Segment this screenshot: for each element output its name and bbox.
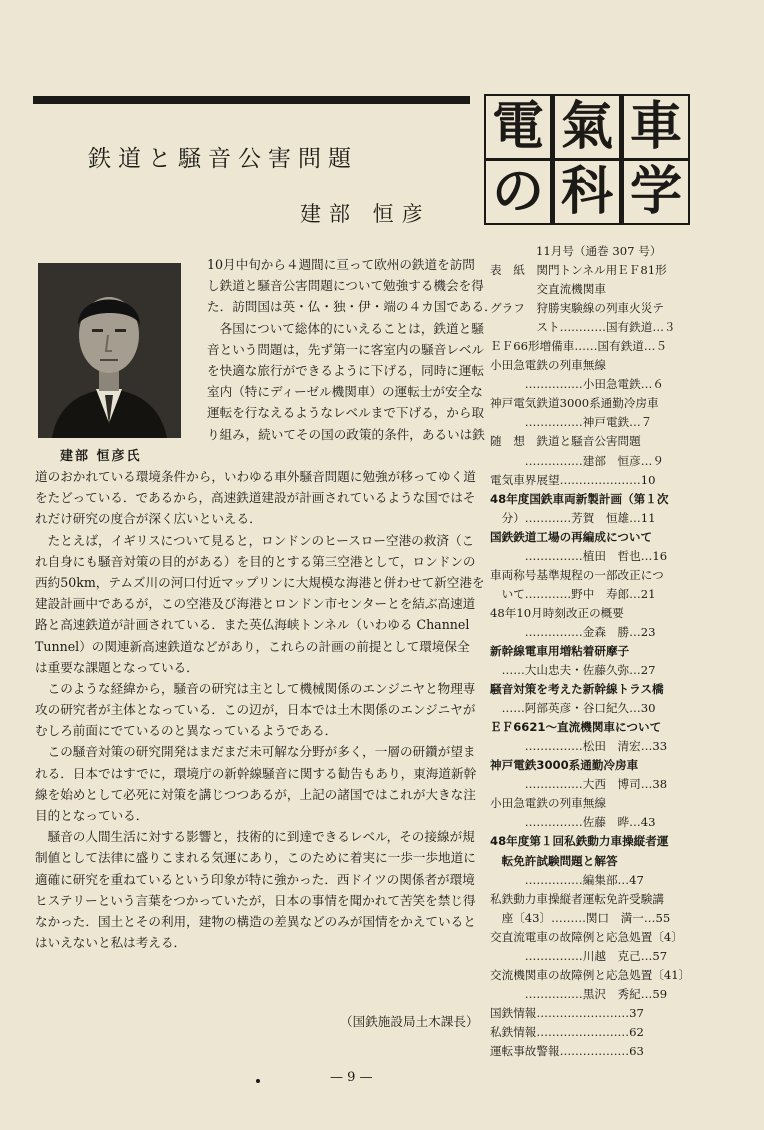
toc-entry[interactable]: 随 想 鉄道と騒音公害問題 — [490, 434, 641, 449]
body-line: はいえないと私は考える． — [35, 935, 187, 951]
toc-entry[interactable]: 座〔43〕………関口 満一…55 — [490, 910, 671, 925]
magazine-masthead — [484, 94, 690, 225]
toc-entry[interactable]: ……………川越 克己…57 — [490, 948, 668, 963]
body-line: を快適な旅行ができるように下げる，同時に運転 — [207, 362, 485, 378]
toc-issue: 11月号（通巻 307 号） — [536, 244, 662, 258]
toc-entry[interactable]: ……………建部 恒彦…９ — [490, 453, 664, 468]
body-line: このような経緯から，騒音の研究は主として機械関係のエンジニヤと物理専 — [35, 680, 476, 696]
toc-entry[interactable]: ……………松田 清宏…33 — [490, 739, 668, 754]
author-affiliation: （国鉄施設局土木課長） — [340, 1014, 479, 1029]
toc-entry[interactable]: ……大山忠夫・佐藤久弥…27 — [490, 663, 656, 678]
body-line: れる．日本ではすでに，環境庁の新幹線騒音に関する勧告もあり，東海道新幹 — [35, 765, 477, 781]
toc-entry[interactable]: 国鉄情報……………………37 — [490, 1005, 644, 1020]
toc-entry[interactable]: 小田急電鉄の列車無線 — [490, 796, 606, 811]
toc-entry[interactable]: スト…………国有鉄道…３ — [490, 320, 676, 335]
body-line: れ自身にも騒音対策の目的がある）を目的とする第三空港として，ロンドンの — [35, 553, 476, 569]
body-line: むしろ前面にでているのと異なっているようである． — [35, 723, 338, 739]
toc-entry[interactable]: ……………佐藤 晔…43 — [490, 815, 656, 830]
toc-entry[interactable]: 48年度国鉄車両新製計画（第１次 — [490, 491, 669, 506]
body-line: は重要な課題となっている． — [35, 659, 199, 675]
masthead-char: 科 — [555, 161, 619, 223]
body-line: 線を始めとして必死に対策を講じつつあるが，上記の諸国ではこれが大きな注 — [35, 786, 476, 802]
toc-entry[interactable]: ……………大西 博司…38 — [490, 777, 668, 792]
toc-entry[interactable]: ……………編集部…47 — [490, 872, 644, 887]
body-line: 建設計画中であるが，この空港及び海港とロンドン市センターとを結ぶ高速道 — [35, 596, 476, 612]
toc-entry[interactable]: 私鉄情報……………………62 — [490, 1024, 644, 1039]
toc-entry[interactable]: いて…………野中 寿郎…21 — [490, 586, 656, 601]
body-line: なかった．国土とその利用，建物の構造の差異などのみが国情をかえていると — [35, 913, 476, 929]
body-line: をたどっている．であるから，高速鉄道建設が計画されているような国ではそ — [35, 490, 476, 506]
body-line: 西約50km，テムズ川の河口付近マップリンに大規模な海港と併わせて新空港を — [35, 574, 485, 590]
toc-entry[interactable]: ……………神戸電鉄…７ — [490, 415, 653, 430]
toc-entry[interactable]: ＥＦ66形増備車……国有鉄道…５ — [490, 339, 668, 354]
toc-entry[interactable]: 48年10月時刻改正の概要 — [490, 605, 624, 620]
masthead-char: 氣 — [555, 96, 619, 158]
toc-entry[interactable]: 新幹線電車用増粘着研摩子 — [490, 643, 630, 658]
toc-entry[interactable]: 車両称号基準規程の一部改正につ — [490, 567, 664, 582]
toc-entry[interactable]: 交直流機関車 — [490, 282, 606, 297]
toc-entry[interactable]: 騒音対策を考えた新幹線トラス橋 — [490, 682, 664, 697]
body-line: 音という問題は，先ず第一に客室内の騒音レベル — [207, 341, 485, 357]
body-line: たとえば，イギリスについて見ると，ロンドンのヒースロー空港の救済（こ — [35, 532, 475, 548]
body-line: Tunnel）の関連新高速鉄道などがあり，これらの計画の前提として環境保全 — [35, 638, 470, 654]
toc-entry[interactable]: ……阿部英彦・谷口紀久…30 — [490, 701, 656, 716]
body-line: 制値として法律に盛りこまれる気運にあり，このために着実に一歩一歩地道に — [35, 850, 476, 866]
toc-list — [490, 261, 720, 1061]
page-mark — [256, 1079, 260, 1083]
body-line: ヒステリーという言葉をつかっていたが，日本の事情を聞かれて苦笑を禁じ得 — [35, 892, 476, 908]
toc-entry[interactable]: 交直流電車の故障例と応急処置〔4〕 — [490, 929, 683, 944]
body-line: この騒音対策の研究開発はまだまだ未可解な分野が多く，一層の研鑽が望ま — [35, 744, 476, 760]
toc-entry[interactable]: 電気車界展望…………………10 — [490, 472, 656, 487]
toc-entry[interactable]: 転免許試験問題と解答 — [490, 853, 618, 868]
toc-entry[interactable]: 小田急電鉄の列車無線 — [490, 358, 606, 373]
body-line: 道のおかれている環境条件から，いわゆる車外騒音問題に勉強が移ってゆく道 — [35, 469, 476, 484]
body-line: 攻の研究者が主体となっている．この辺が，日本では土木関係のエンジニヤが — [35, 702, 476, 718]
toc-entry[interactable]: ……………金森 勝…23 — [490, 624, 656, 639]
toc-entry[interactable]: ……………黒沢 秀紀…59 — [490, 986, 668, 1001]
article-author: 建部 恒彦 — [300, 202, 431, 226]
body-line: 各国について総体的にいえることは，鉄道と騒 — [207, 320, 484, 336]
body-line: 騒音の人間生活に対する影響と，技術的に到達できるレベル，その接線が規 — [35, 829, 475, 845]
table-of-contents — [490, 242, 720, 1061]
toc-entry[interactable]: 神戸電鉄3000系通勤冷房車 — [490, 758, 639, 773]
article-body-lower — [35, 466, 485, 953]
toc-entry[interactable]: 48年度第１回私鉄動力車操縦者運 — [490, 834, 669, 849]
toc-entry[interactable]: 表 紙 関門トンネル用ＥＦ81形 — [490, 263, 667, 278]
masthead-char: の — [486, 161, 550, 223]
body-line: 室内（特にディーゼル機関車）の運転士が安全な — [207, 384, 483, 400]
photo-caption: 建部 恒彦氏 — [60, 449, 142, 464]
body-line: 運転を行なえるようなレベルまで下げる，から取 — [207, 405, 485, 421]
page-number: — 9 — — [330, 1070, 373, 1085]
toc-entry[interactable]: 私鉄動力車操縦者運転免許受験講 — [490, 891, 664, 906]
author-portrait — [38, 263, 181, 438]
body-line: し鉄道と騒音公害問題について勉強する機会を得 — [207, 278, 484, 294]
body-line: 適確に研究を重ねているという印象が特に強かった．西ドイツの関係者が環境 — [35, 871, 475, 887]
toc-entry[interactable]: 交流機関車の故障例と応急処置〔41〕 — [490, 967, 691, 982]
toc-entry[interactable]: 運転事故警報………………63 — [490, 1043, 644, 1058]
top-rule — [33, 96, 470, 104]
toc-entry[interactable]: グラフ 狩勝実験線の列車火災テ — [490, 301, 664, 316]
body-line: 目的となっている． — [35, 808, 149, 823]
masthead-char: 車 — [624, 96, 688, 158]
toc-entry[interactable]: 神戸電気鉄道3000系通勤冷房車 — [490, 396, 659, 411]
body-line: 10月中旬から４週間に亘って欧州の鉄道を訪問 — [207, 257, 475, 272]
body-line: た．訪問国は英・仏・独・伊・端の４カ国である． — [207, 299, 497, 315]
toc-entry[interactable]: ……………小田急電鉄…６ — [490, 377, 664, 392]
toc-entry[interactable]: 国鉄鉄道工場の再編成について — [490, 529, 653, 544]
body-line: 路と高速鉄道が計画されている．また英仏海峡トンネル（いわゆる Channel — [35, 617, 470, 633]
article-title: 鉄道と騒音公害問題 — [88, 146, 358, 172]
article-body-upper — [207, 254, 497, 445]
masthead-char: 電 — [486, 96, 550, 158]
body-line: れだけ研究の度合が深く広いといえる． — [35, 511, 262, 527]
toc-entry[interactable]: 分）…………芳賀 恒雄…11 — [490, 510, 656, 525]
masthead-char: 学 — [624, 161, 688, 223]
body-line: り組み，続いてその国の政策的条件，あるいは鉄 — [207, 426, 485, 442]
toc-entry[interactable]: ……………植田 哲也…16 — [490, 548, 668, 563]
toc-entry[interactable]: ＥＦ6621～直流機関車について — [490, 720, 662, 735]
